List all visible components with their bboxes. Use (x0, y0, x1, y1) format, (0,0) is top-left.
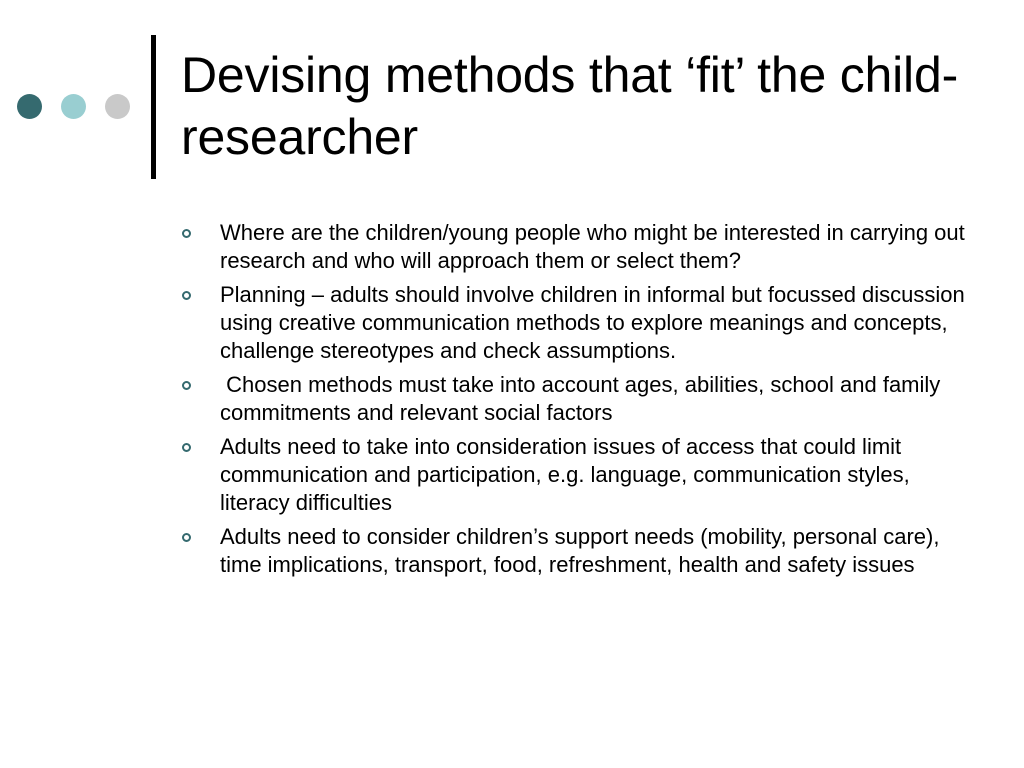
bullet-ring-icon (182, 381, 191, 390)
bullet-ring-icon (182, 443, 191, 452)
bullet-list (182, 219, 972, 585)
gray-dot-icon (105, 94, 130, 119)
dark-teal-dot-icon (17, 94, 42, 119)
bullet-text: Where are the children/young people who might be interested in carrying out research and who will approach them or select them? (220, 220, 971, 273)
bullet-ring-icon (182, 229, 191, 238)
bullet-item (182, 523, 972, 579)
bullet-ring-icon (182, 291, 191, 300)
bullet-text: Adults need to take into consideration issues of access that could limit communication and participation, e.g. language, communication styles, literacy difficulties (220, 434, 916, 515)
slide-title: Devising methods that ‘fit’ the child-researcher (181, 47, 959, 165)
bullet-text: Adults need to consider children’s support needs (mobility, personal care), time implications, transport, food, refreshment, health and safety issues (220, 524, 946, 577)
bullet-item (182, 219, 972, 275)
light-teal-dot-icon (61, 94, 86, 119)
bullet-item (182, 281, 972, 365)
title-divider (151, 35, 156, 179)
bullet-item (182, 371, 972, 427)
bullet-ring-icon (182, 533, 191, 542)
bullet-text: Chosen methods must take into account ages, abilities, school and family commitments and relevant social factors (220, 372, 947, 425)
bullet-text: Planning – adults should involve children in informal but focussed discussion using creative communication methods to explore meanings and concepts, challenge stereotypes and check assumptions. (220, 282, 971, 363)
decorative-dots (17, 94, 133, 120)
bullet-item (182, 433, 972, 517)
